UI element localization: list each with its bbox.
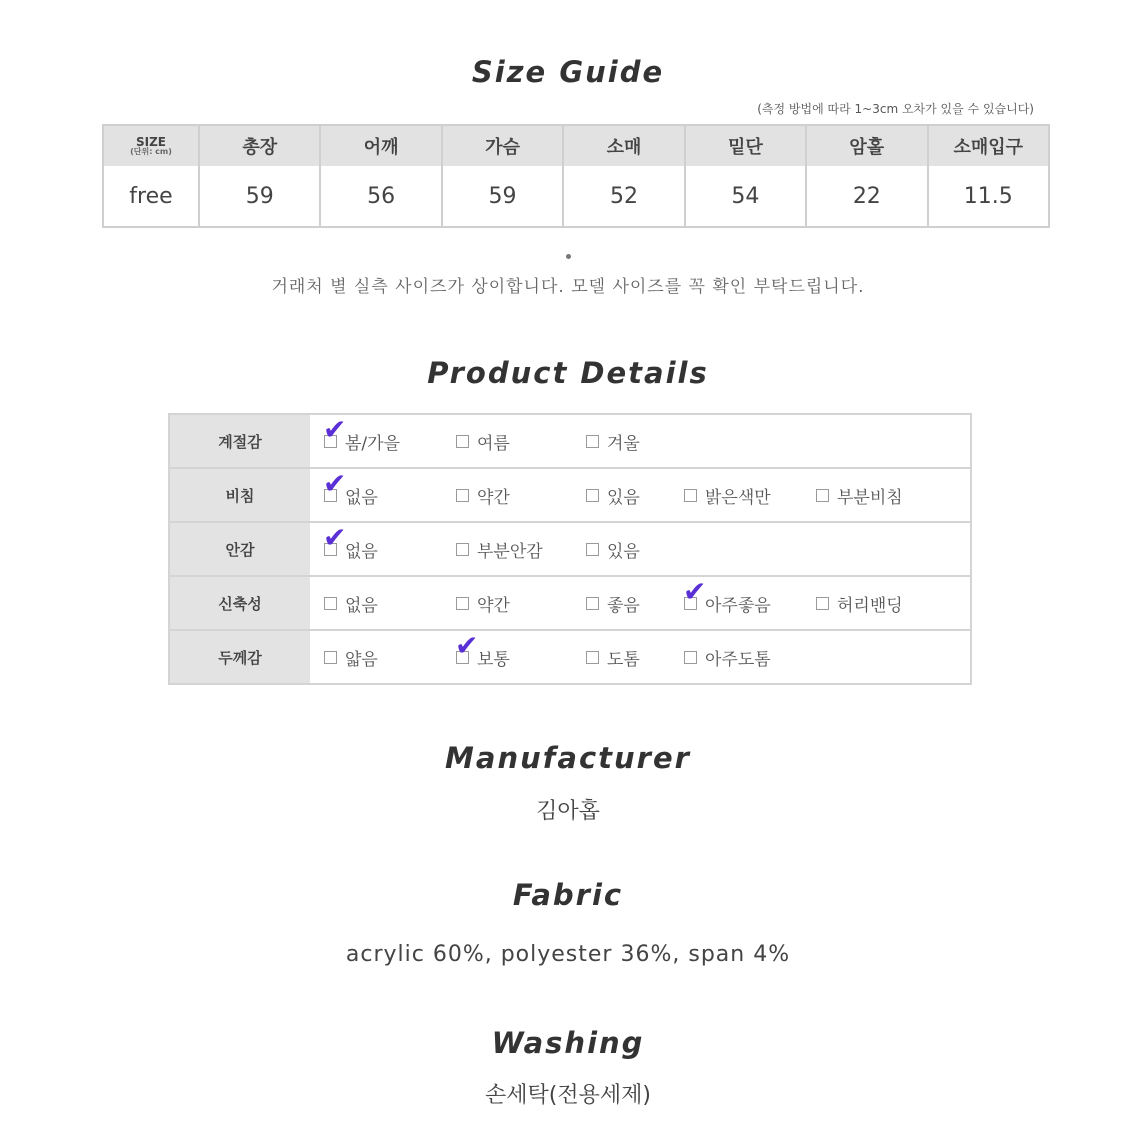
checkbox-icon bbox=[323, 412, 347, 448]
details-option bbox=[324, 631, 378, 683]
details-option bbox=[456, 469, 510, 521]
checkmark-icon: ✔ bbox=[323, 466, 347, 500]
details-option-label: 도톰 bbox=[607, 649, 640, 670]
checkbox-icon bbox=[455, 628, 479, 664]
details-option bbox=[323, 412, 400, 467]
details-option-label: 약간 bbox=[477, 487, 510, 508]
size-table bbox=[102, 124, 1050, 228]
checkbox-icon bbox=[456, 597, 469, 610]
checkbox-icon bbox=[324, 651, 337, 664]
checkbox-icon bbox=[586, 651, 599, 664]
checkmark-icon: ✔ bbox=[455, 628, 479, 662]
details-option-label: 부분안감 bbox=[477, 541, 543, 562]
column-header: 소매입구 bbox=[928, 125, 1049, 166]
details-option-label: 약간 bbox=[477, 595, 510, 616]
size-value: 22 bbox=[806, 166, 927, 227]
column-header: 어깨 bbox=[320, 125, 441, 166]
checkbox-icon bbox=[323, 466, 347, 502]
column-header: 가슴 bbox=[442, 125, 563, 166]
details-option-label: 아주좋음 bbox=[705, 595, 771, 616]
row-label: free bbox=[129, 183, 173, 209]
size-header-cell bbox=[103, 125, 199, 166]
details-option bbox=[323, 520, 378, 575]
checkbox-icon bbox=[684, 489, 697, 502]
checkbox-icon bbox=[586, 597, 599, 610]
size-value: 54 bbox=[685, 166, 806, 227]
details-option-label: 있음 bbox=[607, 541, 640, 562]
details-row-label: 계절감 bbox=[170, 415, 310, 467]
details-options bbox=[310, 412, 970, 467]
details-row bbox=[170, 574, 970, 631]
details-option bbox=[586, 631, 640, 683]
size-value: 11.5 bbox=[928, 166, 1049, 227]
checkbox-icon bbox=[816, 597, 829, 610]
checkbox-icon bbox=[683, 574, 707, 610]
checkbox-icon bbox=[456, 435, 469, 448]
size-header-unit: (단위: cm) bbox=[130, 147, 172, 156]
bullet-dot bbox=[566, 254, 571, 259]
checkmark-icon: ✔ bbox=[323, 520, 347, 554]
details-row-label: 안감 bbox=[170, 523, 310, 575]
details-option-label: 얇음 bbox=[345, 649, 378, 670]
manufacturer-value: 김아홉 bbox=[536, 799, 600, 824]
checkmark-icon: ✔ bbox=[323, 412, 347, 446]
checkbox-icon bbox=[684, 651, 697, 664]
size-value: 59 bbox=[199, 166, 320, 227]
checkbox-icon bbox=[324, 597, 337, 610]
details-option bbox=[684, 469, 771, 521]
details-row bbox=[170, 412, 970, 469]
checkbox-icon bbox=[456, 489, 469, 502]
details-option bbox=[816, 577, 903, 629]
details-option-label: 없음 bbox=[345, 595, 378, 616]
details-option-label: 허리밴딩 bbox=[837, 595, 903, 616]
details-option bbox=[323, 466, 378, 521]
details-row-label: 두께감 bbox=[170, 631, 310, 683]
details-option bbox=[586, 523, 640, 575]
column-header: 암홀 bbox=[806, 125, 927, 166]
size-footnote: 거래처 별 실측 사이즈가 상이합니다. 모델 사이즈를 꼭 확인 부탁드립니다. bbox=[271, 277, 865, 297]
details-option bbox=[586, 577, 640, 629]
size-table-row bbox=[103, 166, 1049, 227]
details-row-label: 신축성 bbox=[170, 577, 310, 629]
size-value: 52 bbox=[563, 166, 684, 227]
details-option bbox=[586, 415, 640, 467]
size-table-header bbox=[103, 125, 1049, 166]
checkbox-icon bbox=[586, 489, 599, 502]
details-option-label: 있음 bbox=[607, 487, 640, 508]
checkbox-icon bbox=[456, 543, 469, 556]
details-row-label: 비침 bbox=[170, 469, 310, 521]
details-row bbox=[170, 628, 970, 683]
details-option-label: 겨울 bbox=[607, 433, 640, 454]
measurement-note: (측정 방법에 따라 1~3cm 오차가 있을 수 있습니다) bbox=[757, 102, 1034, 116]
details-option-label: 좋음 bbox=[607, 595, 640, 616]
checkbox-icon bbox=[816, 489, 829, 502]
size-header-label: SIZE bbox=[135, 135, 166, 149]
details-options bbox=[310, 520, 970, 575]
details-option bbox=[586, 469, 640, 521]
details-option-label: 여름 bbox=[477, 433, 510, 454]
details-option bbox=[684, 631, 771, 683]
size-value: 59 bbox=[442, 166, 563, 227]
column-header: 밑단 bbox=[685, 125, 806, 166]
details-option-label: 봄/가을 bbox=[345, 433, 400, 454]
details-option bbox=[324, 577, 378, 629]
details-row bbox=[170, 520, 970, 577]
details-option bbox=[816, 469, 903, 521]
details-row bbox=[170, 466, 970, 523]
details-option bbox=[455, 628, 510, 683]
details-option bbox=[456, 415, 510, 467]
column-header: 소매 bbox=[563, 125, 684, 166]
washing-title: Washing bbox=[491, 1026, 645, 1060]
checkbox-icon bbox=[586, 435, 599, 448]
details-option-label: 아주도톰 bbox=[705, 649, 771, 670]
column-header: 총장 bbox=[199, 125, 320, 166]
details-option bbox=[456, 577, 510, 629]
details-option-label: 보통 bbox=[477, 649, 510, 670]
details-option-label: 없음 bbox=[345, 541, 378, 562]
details-option-label: 밝은색만 bbox=[705, 487, 771, 508]
details-option-label: 없음 bbox=[345, 487, 378, 508]
product-details-title: Product Details bbox=[427, 356, 709, 390]
fabric-value: acrylic 60%, polyester 36%, span 4% bbox=[345, 942, 791, 967]
manufacturer-title: Manufacturer bbox=[445, 741, 691, 775]
fabric-title: Fabric bbox=[512, 878, 624, 912]
details-options bbox=[310, 466, 970, 521]
checkbox-icon bbox=[586, 543, 599, 556]
details-option bbox=[456, 523, 543, 575]
washing-value: 손세탁(전용세제) bbox=[485, 1083, 651, 1108]
details-option-label: 부분비침 bbox=[837, 487, 903, 508]
product-details-table bbox=[168, 413, 972, 685]
details-options bbox=[310, 628, 970, 683]
size-guide-title: Size Guide bbox=[471, 55, 665, 89]
details-options bbox=[310, 574, 970, 629]
size-value: 56 bbox=[320, 166, 441, 227]
details-option bbox=[683, 574, 771, 629]
checkbox-icon bbox=[323, 520, 347, 556]
checkmark-icon: ✔ bbox=[683, 574, 707, 608]
